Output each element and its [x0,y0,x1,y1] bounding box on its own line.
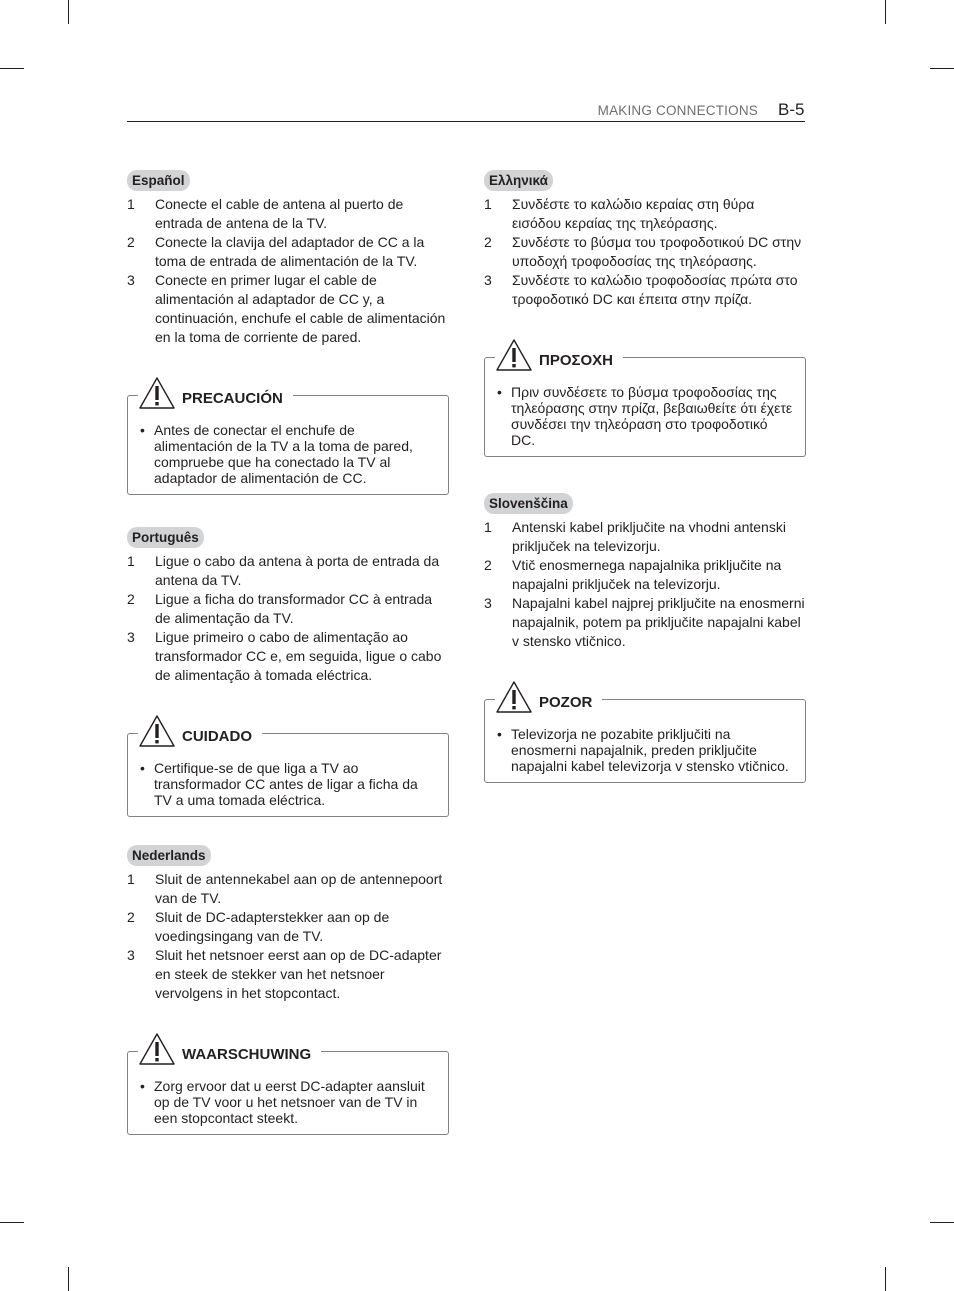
step-text: Antenski kabel priključite na vhodni antenski priključek na televizorju. [512,519,786,554]
caution-title: POZOR [539,694,593,711]
warning-triangle-icon [138,714,176,748]
caution-bullet [497,726,793,774]
caution-bullet [497,384,793,448]
crop-mark [0,68,24,69]
language-badge: Ελληνικά [484,170,553,191]
steps-list [127,195,449,347]
step-text: Sluit de antennekabel aan op de antennepoort van de TV. [155,871,443,906]
caution-header [138,1032,321,1066]
step-text: Vtič enosmernega napajalnika priključite na napajalni priključek na televizorju. [512,557,782,592]
crop-mark [885,0,886,24]
step-number: 1 [127,553,135,569]
crop-mark [885,1267,886,1291]
step-number: 1 [484,196,492,212]
step-number: 1 [127,196,135,212]
step-number: 2 [484,234,492,250]
step-item [127,233,449,271]
step-item [127,271,449,347]
step-number: 2 [127,909,135,925]
caution-header [495,680,602,714]
step-text: Sluit het netsnoer eerst aan op de DC-adapter en steek de stekker van het netsnoer vervolgens in het stopcontact. [155,947,442,1001]
step-item [127,870,449,908]
step-number: 2 [127,591,135,607]
section-greek [484,170,806,457]
caution-title: ΠΡΟΣΟΧΗ [539,352,614,369]
caution-box [127,728,449,817]
warning-triangle-icon [138,1032,176,1066]
caution-text: Zorg ervoor dat u eerst DC-adapter aansluit op de TV voor u het netsnoer van de TV in een stopcontact steekt. [154,1078,425,1126]
step-number: 1 [484,519,492,535]
step-text: Ligue primeiro o cabo de alimentação ao transformador CC e, em seguida, ligue o cabo de alimentação à tomada eléctrica. [155,629,442,683]
step-item [127,946,449,1003]
step-item [127,908,449,946]
step-item [127,628,449,685]
caution-bullet [140,760,436,808]
caution-text: Πριν συνδέσετε το βύσμα τροφοδοσίας της τηλεόρασης στην πρίζα, βεβαιωθείτε ότι έχετε συνδέσει την τηλεόραση στο τροφοδοτικό DC. [511,384,793,448]
caution-box [484,352,806,457]
step-item [484,556,806,594]
step-number: 2 [127,234,135,250]
warning-triangle-icon [495,338,533,372]
step-number: 2 [484,557,492,573]
caution-bullet [140,422,436,486]
page-header-title: MAKING CONNECTIONS [597,103,758,118]
step-text: Ligue o cabo da antena à porta de entrada da antena da TV. [155,553,440,588]
caution-box [484,694,806,783]
step-number: 3 [484,595,492,611]
caution-header [495,338,623,372]
bullet-dot: • [497,726,502,742]
page-number: B-5 [778,100,805,119]
right-column [484,170,806,783]
steps-list [484,518,806,651]
caution-title: CUIDADO [182,728,252,745]
step-text: Conecte en primer lugar el cable de alimentación al adaptador de CC y, a continuación, enchufe el cable de alimentación en la toma de corriente de pared. [155,272,446,345]
step-text: Sluit de DC-adapterstekker aan op de voedingsingang van de TV. [155,909,390,944]
step-text: Conecte el cable de antena al puerto de entrada de antena de la TV. [155,196,404,231]
language-badge: Slovenščina [484,493,573,514]
steps-list [127,870,449,1003]
language-badge: Nederlands [127,845,211,866]
step-item [127,552,449,590]
crop-mark [930,1222,954,1223]
step-number: 3 [127,272,135,288]
caution-text: Antes de conectar el enchufe de alimentación de la TV a la toma de pared, compruebe que ha conectado la TV al adaptador de alimentación de CC. [154,422,413,486]
step-text: Συνδέστε το βύσμα του τροφοδοτικού DC στην υποδοχή τροφοδοσίας της τηλεόρασης. [512,234,802,269]
crop-mark [68,0,69,24]
step-number: 1 [127,871,135,887]
bullet-dot: • [140,1078,145,1094]
section-portuguese [127,527,449,817]
step-item [484,594,806,651]
language-badge: Español [127,170,190,191]
warning-triangle-icon [138,376,176,410]
warning-triangle-icon [495,680,533,714]
section-dutch [127,845,449,1135]
crop-mark [68,1267,69,1291]
section-slovenian [484,493,806,783]
section-spanish [127,170,449,495]
step-text: Ligue a ficha do transformador CC à entrada de alimentação da TV. [155,591,433,626]
left-column [127,170,449,1135]
bullet-dot: • [140,760,145,776]
step-text: Napajalni kabel najprej priključite na enosmerni napajalnik, potem pa priključite napajalni kabel v stensko vtičnico. [512,595,805,649]
caution-text: Certifique-se de que liga a TV ao transformador CC antes de ligar a ficha da TV a uma tomada eléctrica. [154,760,418,808]
step-text: Συνδέστε το καλώδιο τροφοδοσίας πρώτα στο τροφοδοτικό DC και έπειτα στην πρίζα. [512,272,798,307]
header-rule [127,121,805,122]
language-badge: Português [127,527,204,548]
step-number: 3 [127,947,135,963]
caution-header [138,376,293,410]
steps-list [127,552,449,685]
step-text: Συνδέστε το καλώδιο κεραίας στη θύρα εισόδου κεραίας της τηλεόρασης. [512,196,755,231]
caution-bullet [140,1078,436,1126]
step-item [127,195,449,233]
caution-title: WAARSCHUWING [182,1046,312,1063]
caution-box [127,390,449,495]
bullet-dot: • [497,384,502,400]
caution-box [127,1046,449,1135]
step-item [484,195,806,233]
step-item [484,271,806,309]
steps-list [484,195,806,309]
crop-mark [0,1222,24,1223]
step-text: Conecte la clavija del adaptador de CC a la toma de entrada de alimentación de la TV. [155,234,425,269]
step-item [484,518,806,556]
caution-text: Televizorja ne pozabite priključiti na enosmerni napajalnik, preden priključite napajalni kabel televizorja v stensko vtičnico. [511,726,789,774]
step-number: 3 [127,629,135,645]
crop-mark [930,68,954,69]
step-number: 3 [484,272,492,288]
caution-title: PRECAUCIÓN [182,390,283,407]
caution-header [138,714,262,748]
bullet-dot: • [140,422,145,438]
step-item [484,233,806,271]
step-item [127,590,449,628]
